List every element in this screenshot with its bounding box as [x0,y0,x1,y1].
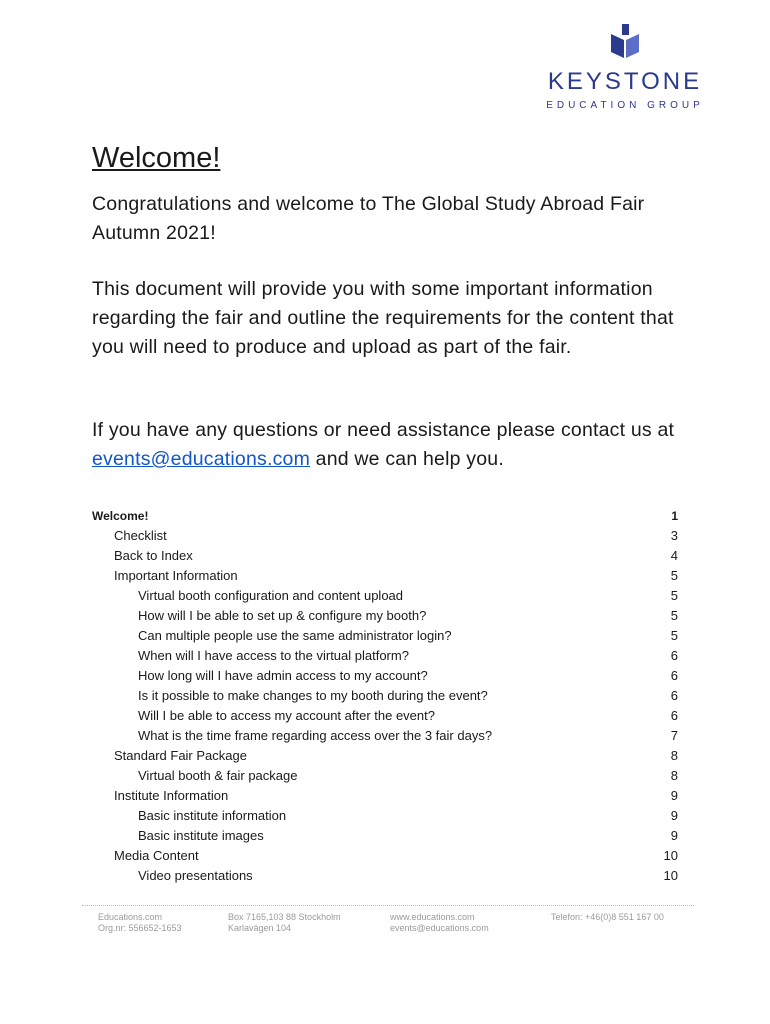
footer-address-line2: Karlavägen 104 [228,923,292,933]
toc-entry-label: Checklist [114,528,167,543]
toc-entry-page: 6 [670,668,678,683]
toc-entry-page: 6 [670,708,678,723]
toc-entry-page: 10 [663,868,678,883]
toc-entry-page: 10 [663,848,678,863]
toc-entry-label: Will I be able to access my account after the event? [138,708,435,723]
footer-company [98,912,182,934]
footer-address-line1: Box 7165,103 88 Stockholm [228,912,341,922]
toc-entry[interactable] [92,746,678,766]
toc-entry[interactable] [92,626,678,646]
toc-entry-page: 6 [670,648,678,663]
toc-entry-page: 1 [671,509,678,523]
logo-name: KEYSTONE [547,68,703,95]
toc-entry[interactable] [92,646,678,666]
toc-entry-page: 9 [670,828,678,843]
toc-entry-label: Important Information [114,568,238,583]
toc-entry[interactable] [92,686,678,706]
footer-phone-number: Telefon: +46(0)8 551 167 00 [551,912,664,922]
toc-entry-page: 4 [670,548,678,563]
page-title: Welcome! [92,142,221,174]
toc-entry[interactable] [92,826,678,846]
toc-entry-label: How long will I have admin access to my account? [138,668,428,683]
toc-entry-page: 8 [670,748,678,763]
toc-entry[interactable] [92,606,678,626]
toc-entry[interactable] [92,806,678,826]
toc-entry-label: Virtual booth configuration and content upload [138,588,404,603]
toc-entry[interactable] [92,726,678,746]
toc-entry[interactable] [92,506,678,526]
keystone-logo [540,24,710,111]
toc-entry[interactable] [92,706,678,726]
toc-entry[interactable] [92,866,678,886]
toc-entry-label: Virtual booth & fair package [138,768,298,783]
toc-entry-label: Standard Fair Package [114,748,247,763]
footer-divider [82,905,694,906]
toc-entry[interactable] [92,666,678,686]
footer-website: www.educations.com [390,912,475,922]
toc-entry-page: 7 [670,728,678,743]
toc-entry-label: Welcome! [92,509,149,523]
contact-email-link[interactable]: events@educations.com [92,448,311,470]
footer-phone [551,912,664,923]
toc-entry[interactable] [92,586,678,606]
toc-entry-label: What is the time frame regarding access over the 3 fair days? [138,728,493,743]
toc-entry-page: 9 [670,808,678,823]
toc-entry[interactable] [92,526,678,546]
toc-entry-page: 9 [670,788,678,803]
toc-entry[interactable] [92,766,678,786]
toc-entry-label: Is it possible to make changes to my booth during the event? [138,688,488,703]
footer-company-name: Educations.com [98,912,163,922]
toc-entry-page: 5 [670,628,678,643]
toc-entry-label: Video presentations [138,868,253,883]
logo-subtitle: EDUCATION GROUP [546,100,704,111]
contact-text-before: If you have any questions or need assistance please contact us at [92,419,675,441]
keystone-book-icon [609,24,641,58]
toc-entry-page: 5 [670,608,678,623]
toc-entry-label: When will I have access to the virtual platform? [138,648,409,663]
toc-entry-page: 3 [670,528,678,543]
toc-entry[interactable] [92,546,678,566]
toc-entry[interactable] [92,786,678,806]
footer-web [390,912,489,934]
toc-entry[interactable] [92,846,678,866]
toc-entry-label: Media Content [114,848,199,863]
toc-entry[interactable] [92,566,678,586]
toc-entry-page: 6 [670,688,678,703]
toc-entry-page: 5 [670,588,678,603]
toc-entry-label: Can multiple people use the same administrator login? [138,628,452,643]
table-of-contents [92,506,678,886]
footer-email: events@educations.com [390,923,489,933]
toc-entry-label: How will I be able to set up & configure my booth? [138,608,427,623]
contact-paragraph [92,416,692,474]
footer-org-number: Org.nr: 556652-1653 [98,923,182,933]
toc-entry-label: Basic institute images [138,828,264,843]
toc-entry-label: Basic institute information [138,808,287,823]
toc-entry-page: 5 [670,568,678,583]
toc-entry-label: Institute Information [114,788,229,803]
toc-entry-page: 8 [670,768,678,783]
footer-address [228,912,341,934]
contact-text-after: and we can help you. [310,448,504,470]
toc-entry-label: Back to Index [114,548,193,563]
purpose-paragraph: This document will provide you with some important information regarding the fair and outline the requirements for the content that you will need to produce and upload as part of the fair. [92,278,674,358]
intro-paragraph: Congratulations and welcome to The Global Study Abroad Fair Autumn 2021! [92,193,645,244]
